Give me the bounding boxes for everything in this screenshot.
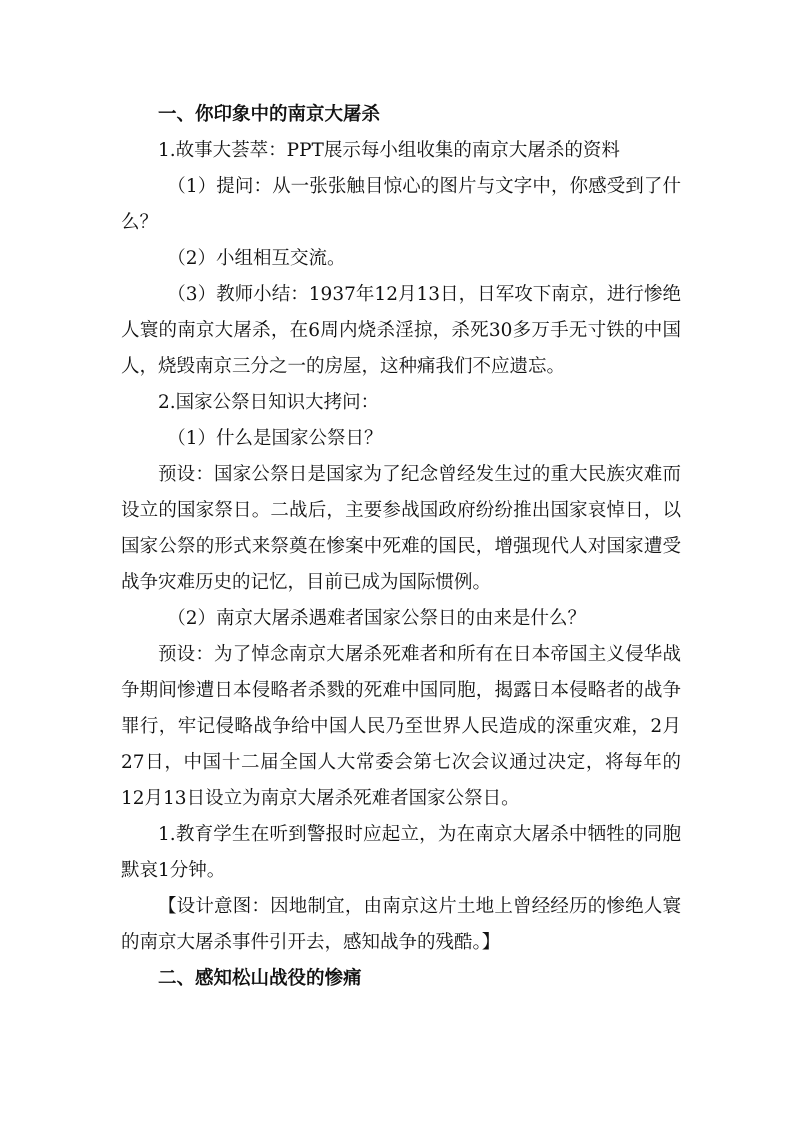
paragraph-answer-2: 预设：为了悼念南京大屠杀死难者和所有在日本帝国主义侵华战争期间惨遭日本侵略者杀戮的死难中国同胞，揭露日本侵略者的战争罪行，牢记侵略战争给中国人民乃至世界人民造成的深重灾难，2月27日，中国十二届全国人大常委会第七次会议通过决定，将每年的12月13日设立为南京大屠杀死难者国家公祭日。 (121, 644, 681, 809)
paragraph-design-intent: 【设计意图：因地制宜，由南京这片土地上曾经经历的惨绝人寰的南京大屠杀事件引开去，感知战争的残酷。】 (121, 896, 681, 953)
section-heading-1: 一、你印象中的南京大屠杀 (158, 104, 381, 125)
paragraph-answer-1: 预设：国家公祭日是国家为了纪念曾经发生过的重大民族灾难而设立的国家祭日。二战后，主要参战国政府纷纷推出国家哀悼日，以国家公祭的形式来祭奠在惨案中死难的国民，增强现代人对国家遭受战争灾难历史的记忆，目前已成为国际惯例。 (121, 464, 681, 593)
paragraph-question-origin: （2）南京大屠杀遇难者国家公祭日的由来是什么？ (167, 608, 587, 629)
paragraph-question-1: （1）提问：从一张张触目惊心的图片与文字中，你感受到了什么？ (121, 176, 681, 233)
paragraph-knowledge-quiz: 2.国家公祭日知识大拷问： (158, 392, 380, 413)
document-body (121, 97, 681, 997)
paragraph-question-what-is: （1）什么是国家公祭日？ (167, 428, 383, 449)
paragraph-group-exchange: （2）小组相互交流。 (167, 248, 346, 269)
section-heading-2: 二、感知松山战役的惨痛 (158, 968, 362, 989)
paragraph-teacher-summary: （3）教师小结：1937年12月13日，日军攻下南京，进行惨绝人寰的南京大屠杀，在6周内烧杀淫掠，杀死30多万手无寸铁的中国人，烧毁南京三分之一的房屋，这种痛我们不应遗忘。 (121, 284, 681, 377)
paragraph-story-collection: 1.故事大荟萃：PPT展示每小组收集的南京大屠杀的资料 (158, 140, 620, 161)
paragraph-education: 1.教育学生在听到警报时应起立，为在南京大屠杀中牺牲的同胞默哀1分钟。 (121, 824, 681, 881)
